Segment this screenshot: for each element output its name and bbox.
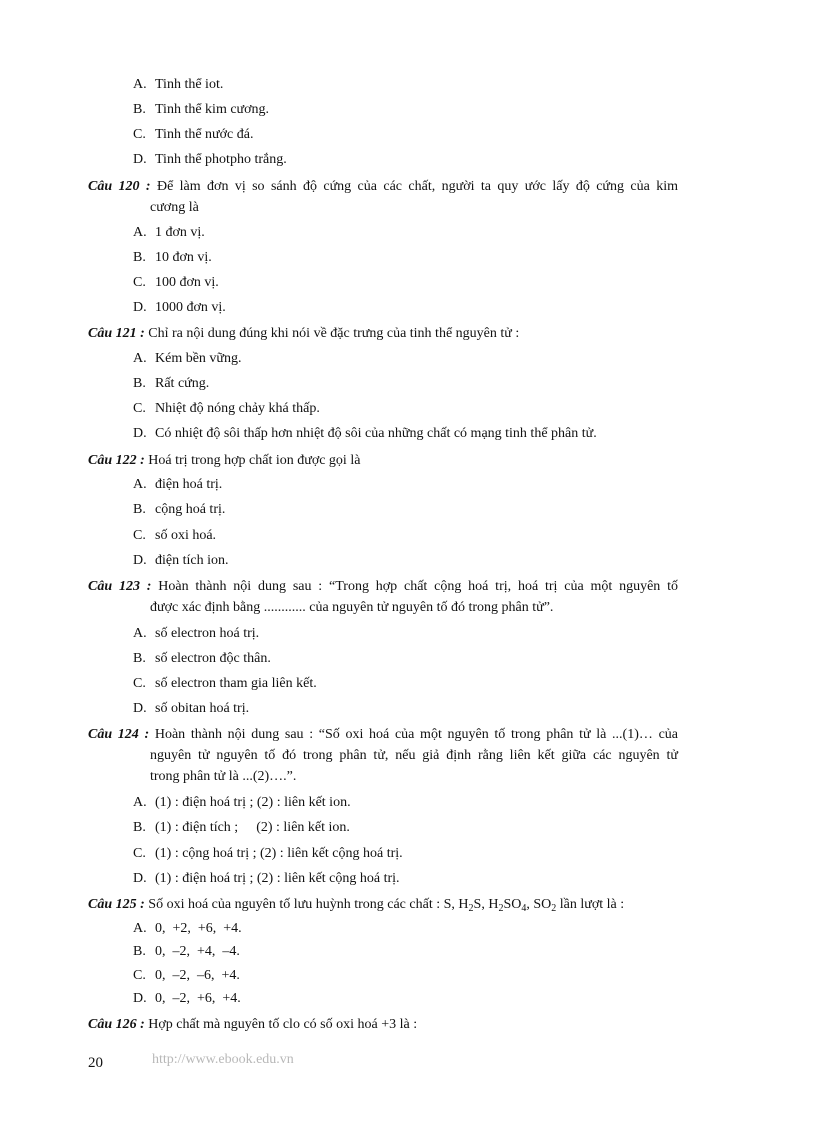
option-a: A. (1) : điện hoá trị ; (2) : liên kết ion. bbox=[133, 795, 351, 810]
question-text: Hoàn thành nội dung sau : “Trong hợp chất cộng hoá trị, hoá trị của một nguyên tố bbox=[158, 579, 678, 594]
question-text: Chỉ ra nội dung đúng khi nói về đặc trưng của tinh thể nguyên tử : bbox=[148, 326, 520, 341]
question-text: Hợp chất mà nguyên tố clo có số oxi hoá +3 là : bbox=[148, 1017, 418, 1032]
option-d: D. Tinh thể photpho trắng. bbox=[133, 152, 287, 167]
option-b: B. 10 đơn vị. bbox=[133, 250, 212, 265]
option-c: C. Tinh thể nước đá. bbox=[133, 127, 254, 142]
option-a: A. số electron hoá trị. bbox=[133, 626, 260, 641]
question-text: Để làm đơn vị so sánh độ cứng của các chất, người ta quy ước lấy độ cứng của kim bbox=[156, 179, 678, 194]
question-label: Câu 121 : bbox=[88, 326, 145, 341]
formula-h2so4: $H_2SO_4$, bbox=[488, 897, 530, 914]
option-c: C. Nhiệt độ nóng chảy khá thấp. bbox=[133, 401, 320, 416]
formula-s: S, bbox=[443, 897, 455, 912]
option-a: A. Kém bền vững. bbox=[133, 351, 242, 366]
option-d: D. 0, –2, +6, +4. bbox=[133, 991, 241, 1006]
option-a: A. 0, +2, +6, +4. bbox=[133, 921, 242, 936]
question-121 bbox=[88, 323, 678, 344]
question-label: Câu 126 : bbox=[88, 1017, 145, 1032]
question-text: Hoá trị trong hợp chất ion được gọi là bbox=[148, 453, 361, 468]
question-label: Câu 120 : bbox=[88, 179, 151, 194]
option-b: B. Rất cứng. bbox=[133, 376, 210, 391]
question-label: Câu 123 : bbox=[88, 579, 152, 594]
option-c: C. 0, –2, –6, +4. bbox=[133, 968, 240, 983]
formula-so2: $SO_2$ bbox=[533, 897, 557, 914]
option-d: D. điện tích ion. bbox=[133, 553, 229, 568]
question-text-end: lần lượt là : bbox=[559, 897, 625, 912]
option-a: A. Tinh thể iot. bbox=[133, 77, 224, 92]
formula-h2s: $H_2S$, bbox=[458, 897, 485, 914]
page-number: 20 bbox=[88, 1055, 103, 1071]
footer-url: http://www.ebook.edu.vn bbox=[152, 1052, 294, 1067]
question-label: Câu 125 : bbox=[88, 897, 145, 912]
option-b: B. cộng hoá trị. bbox=[133, 502, 226, 517]
option-d: D. 1000 đơn vị. bbox=[133, 300, 226, 315]
option-a: A. điện hoá trị. bbox=[133, 477, 223, 492]
question-122 bbox=[88, 450, 678, 471]
question-text-cont: nguyên tử nguyên tố đó trong phân tử, nếu giả định rằng liên kết giữa các nguyên tử bbox=[150, 748, 678, 763]
option-a: A. 1 đơn vị. bbox=[133, 225, 205, 240]
question-text-cont: trong phân tử là ...(2)….”. bbox=[150, 769, 297, 784]
question-text: Số oxi hoá của nguyên tố lưu huỳnh trong các chất : bbox=[148, 897, 441, 912]
option-b: B. số electron độc thân. bbox=[133, 651, 271, 666]
option-d: D. số obitan hoá trị. bbox=[133, 701, 250, 716]
question-text-cont: cương là bbox=[150, 200, 199, 215]
option-b: B. (1) : điện tích ; (2) : liên kết ion. bbox=[133, 820, 350, 835]
question-120 bbox=[88, 176, 678, 218]
question-124 bbox=[88, 724, 678, 787]
question-125 bbox=[88, 894, 678, 915]
option-d: D. (1) : điện hoá trị ; (2) : liên kết cộng hoá trị. bbox=[133, 871, 400, 886]
question-126 bbox=[88, 1014, 678, 1035]
option-c: C. (1) : cộng hoá trị ; (2) : liên kết cộng hoá trị. bbox=[133, 846, 403, 861]
option-d: D. Có nhiệt độ sôi thấp hơn nhiệt độ sôi của những chất có mạng tinh thể phân tử. bbox=[133, 426, 597, 441]
question-text-cont: được xác định bằng ............ của nguyên tử nguyên tố đó trong phân tử”. bbox=[150, 600, 554, 615]
option-b: B. 0, –2, +4, –4. bbox=[133, 944, 240, 959]
option-c: C. số electron tham gia liên kết. bbox=[133, 676, 317, 691]
question-123 bbox=[88, 576, 678, 618]
question-text: Hoàn thành nội dung sau : “Số oxi hoá của một nguyên tố trong phân tử là ...(1)… của bbox=[154, 727, 678, 742]
option-c: C. 100 đơn vị. bbox=[133, 275, 219, 290]
question-label: Câu 124 : bbox=[88, 727, 150, 742]
option-c: C. số oxi hoá. bbox=[133, 528, 217, 543]
question-label: Câu 122 : bbox=[88, 453, 145, 468]
option-b: B. Tinh thể kim cương. bbox=[133, 102, 270, 117]
